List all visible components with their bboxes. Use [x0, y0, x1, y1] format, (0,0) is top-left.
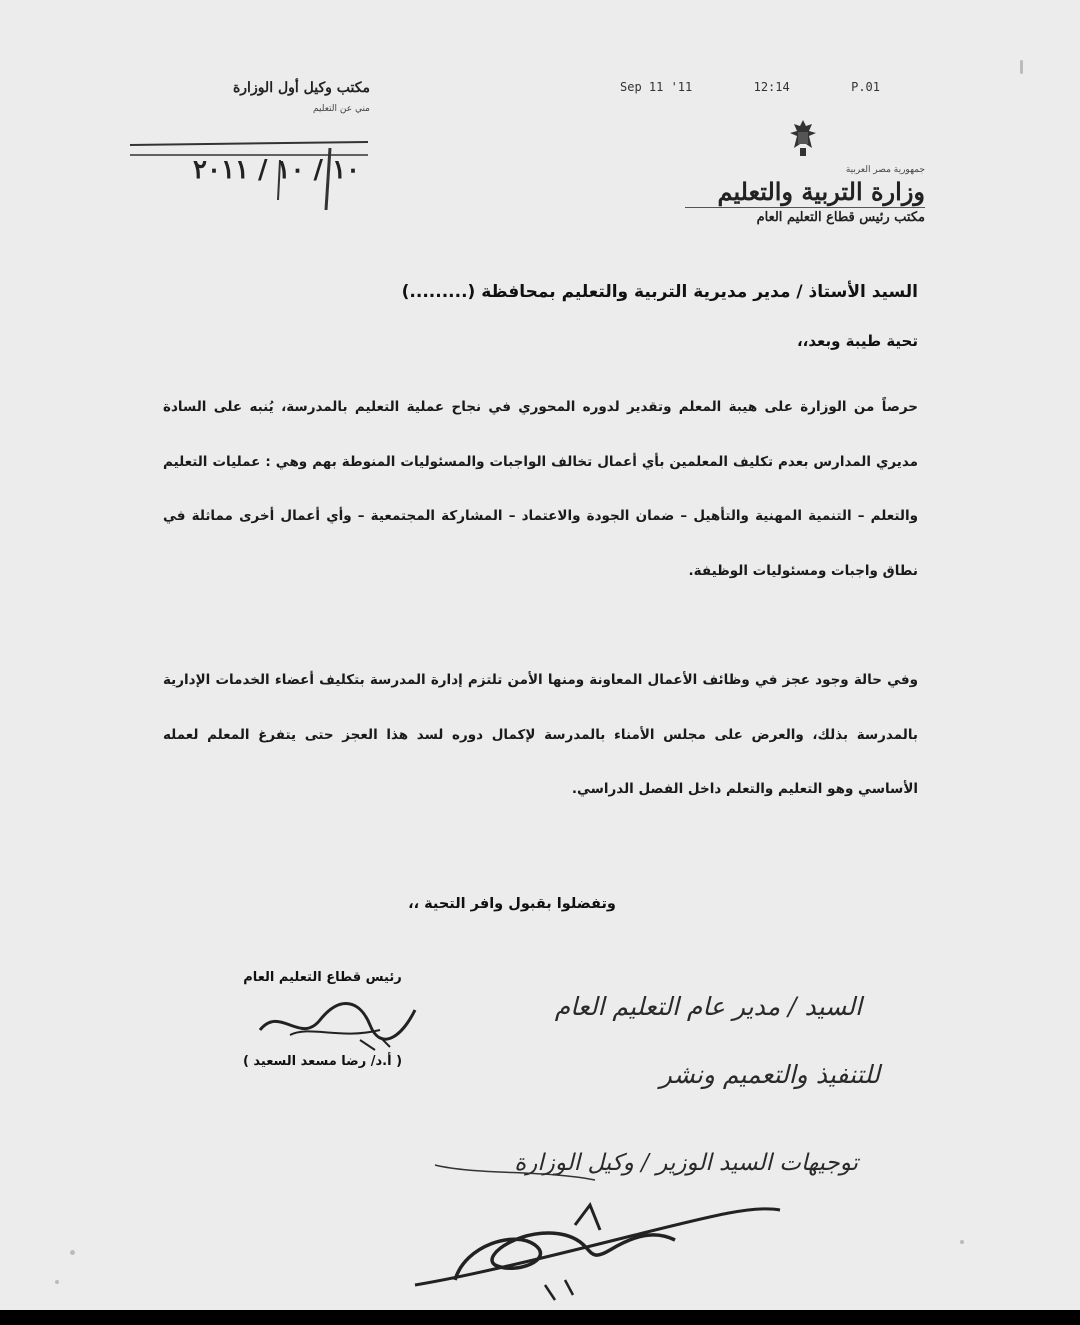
- letter-addressee: السيد الأستاذ / مدير مديرية التربية والتعليم بمحافظة (.........): [401, 282, 918, 302]
- scan-speck: [55, 1280, 59, 1284]
- stamp-handwritten-date: ١٠ / ١٠ / ٢٠١١: [193, 155, 360, 185]
- stamp-title: مكتب وكيل أول الوزارة: [232, 80, 370, 96]
- scan-speck: [70, 1250, 75, 1255]
- fax-time: 12:14: [753, 80, 790, 94]
- signatory-name: ( أ.د/ رضا مسعد السعيد ): [242, 1054, 403, 1069]
- screen-bottom-edge: [0, 1310, 1080, 1325]
- letter-closing: وتفضلوا بقبول وافر التحية ،،: [408, 896, 616, 912]
- ministry-letterhead: [685, 165, 925, 225]
- signatory-block: [200, 970, 445, 1069]
- handwritten-signature: [395, 1135, 795, 1305]
- fax-page: P.01: [851, 80, 880, 94]
- handwritten-note-2: للتنفيذ والتعميم ونشر: [659, 1060, 880, 1089]
- office-name: مكتب رئيس قطاع التعليم العام: [685, 207, 925, 225]
- fax-header: [620, 80, 880, 94]
- letterhead-top-line: جمهورية مصر العربية: [845, 165, 925, 175]
- letter-paragraph-2: وفي حالة وجود عجز في وظائف الأعمال المعاونة ومنها الأمن تلتزم إدارة المدرسة بتكليف أعضاء الخدمات الإدارية بالمدرسة بذلك، والعرض على مجلس الأمناء بالمدرسة لإكمال دوره لسد هذا العجز حتى يتفرغ المعلم لعمله الأساسي وهو التعليم والتعلم داخل الفصل الدراسي.: [163, 672, 918, 797]
- eagle-emblem-icon: [788, 118, 818, 158]
- scan-speck: [1020, 60, 1023, 74]
- letter-greeting: تحية طيبة وبعد،،: [796, 332, 918, 350]
- signatory-title: رئيس قطاع التعليم العام: [243, 970, 402, 985]
- scan-speck: [960, 1240, 964, 1244]
- signatory-signature: [250, 995, 420, 1055]
- incoming-stamp: [130, 80, 370, 185]
- ministry-name: وزارة التربية والتعليم: [717, 177, 925, 206]
- stamp-subtitle: مني عن التعليم: [313, 104, 370, 114]
- handwritten-note-1: السيد / مدير عام التعليم العام: [554, 992, 862, 1021]
- handwritten-note-3: توجيهات السيد الوزير / وكيل الوزارة: [514, 1150, 858, 1176]
- fax-date: Sep 11 '11: [620, 80, 693, 94]
- letter-paragraph-1: حرصاً من الوزارة على هيبة المعلم وتقدير لدوره المحوري في نجاح عملية التعليم بالمدرسة، يُنبه على السادة مديري المدارس بعدم تكليف المعلمين بأي أعمال تخالف الواجبات والمسئوليات المنوطة بهم وهي : عمليات التعليم والتعلم – التنمية المهنية والتأهيل – ضمان الجودة والاعتماد – المشاركة المجتمعية – وأي أعمال أخرى مماثلة في نطاق واجبات ومسئوليات الوظيفة.: [163, 399, 918, 579]
